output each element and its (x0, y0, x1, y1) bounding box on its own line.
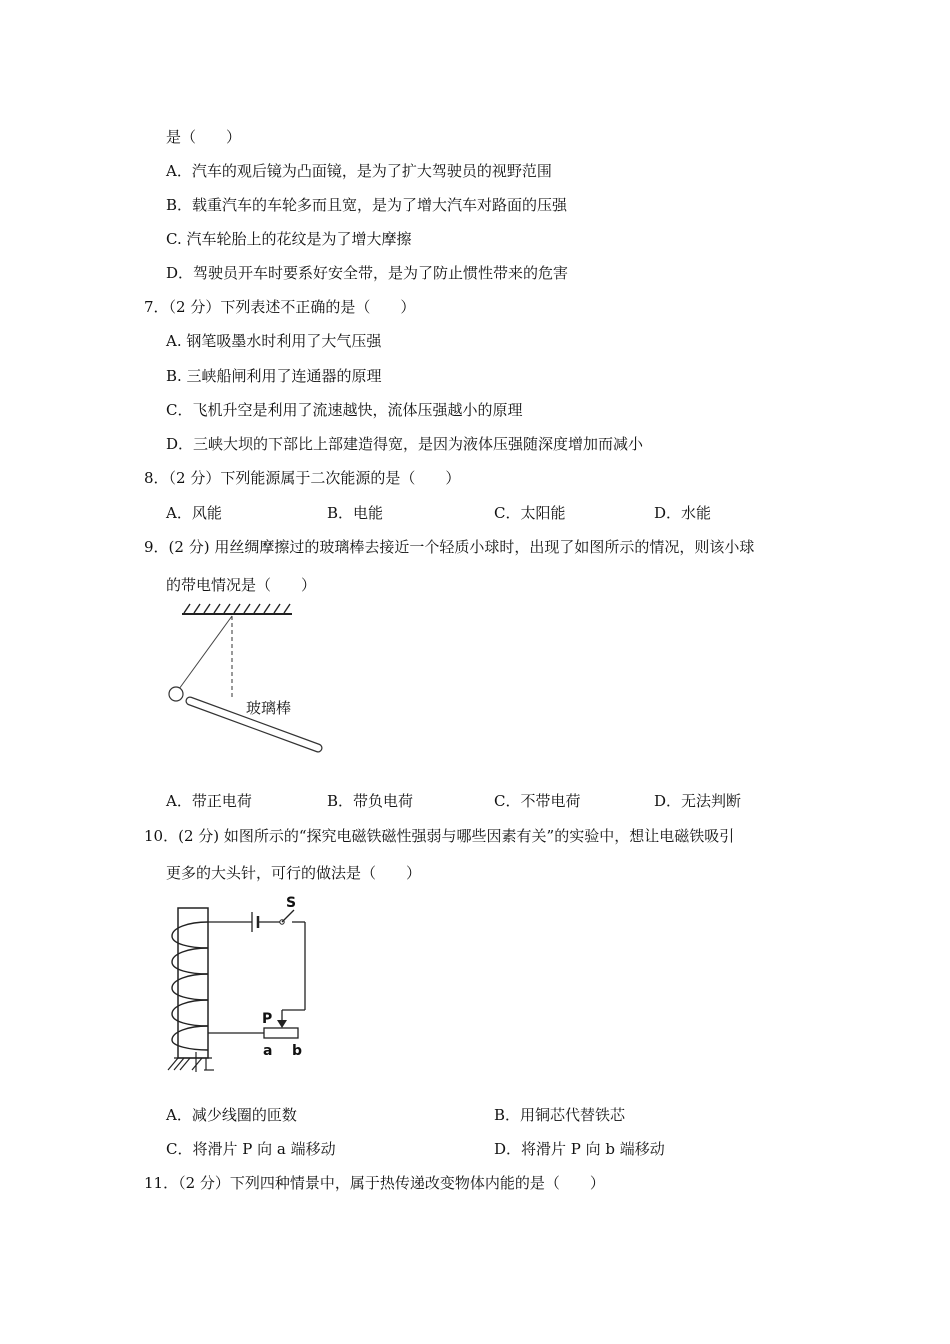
q11-stem: 11．（2 分）下列四种情景中，属于热传递改变物体内能的是（ ） (144, 1174, 605, 1192)
q8-option-a: A．风能 (166, 504, 222, 522)
q8-option-b: B．电能 (327, 504, 384, 522)
q6-option-a: A．汽车的观后镜为凸面镜，是为了扩大驾驶员的视野范围 (166, 162, 552, 180)
q9-figure (160, 600, 340, 760)
glass-rod-label: 玻璃棒 (246, 699, 292, 717)
q10-option-c: C．将滑片 P 向 a 端移动 (166, 1140, 336, 1158)
end-a-label: a (263, 1043, 273, 1059)
q6-option-c: C. 汽车轮胎上的花纹是为了增大摩擦 (166, 230, 412, 248)
switch-label: S (286, 895, 297, 911)
q10-stem-line1: 10．(2 分) 如图所示的“探究电磁铁磁性强弱与哪些因素有关”的实验中，想让电磁铁吸引 (144, 827, 735, 845)
small-ball (169, 687, 183, 701)
q6-option-b: B．载重汽车的车轮多而且宽，是为了增大汽车对路面的压强 (166, 196, 568, 214)
q6-option-d: D．驾驶员开车时要系好安全带，是为了防止惯性带来的危害 (166, 264, 569, 282)
q8-stem: 8．（2 分）下列能源属于二次能源的是（ ） (144, 469, 461, 487)
q9-option-c: C．不带电荷 (494, 792, 581, 810)
q9-stem-line2: 的带电情况是（ ） (166, 576, 317, 594)
q10-option-b: B．用铜芯代替铁芯 (494, 1106, 626, 1124)
q9-option-b: B．带负电荷 (327, 792, 414, 810)
q7-stem: 7．（2 分）下列表述不正确的是（ ） (144, 298, 416, 316)
q9-option-d: D．无法判断 (654, 792, 742, 810)
q8-option-c: C．太阳能 (494, 504, 566, 522)
q7-option-c: C．飞机升空是利用了流速越快，流体压强越小的原理 (166, 401, 523, 419)
q10-stem-line2: 更多的大头针，可行的做法是（ ） (166, 864, 422, 882)
q7-option-a: A. 钢笔吸墨水时利用了大气压强 (166, 332, 382, 350)
end-b-label: b (292, 1043, 303, 1059)
q6-stem-tail: 是（ ） (166, 128, 242, 146)
slider-arrow (277, 1020, 287, 1028)
q9-option-a: A．带正电荷 (166, 792, 252, 810)
q9-stem-line1: 9．(2 分) 用丝绸摩擦过的玻璃棒去接近一个轻质小球时，出现了如图所示的情况，则该小球 (144, 538, 755, 556)
q10-option-a: A．减少线圈的匝数 (166, 1106, 297, 1124)
q7-option-d: D．三峡大坝的下部比上部建造得宽，是因为液体压强随深度增加而减小 (166, 435, 644, 453)
q10-option-d: D．将滑片 P 向 b 端移动 (494, 1140, 665, 1158)
rheostat (264, 1028, 298, 1038)
slider-label: P (262, 1011, 273, 1027)
q8-option-d: D．水能 (654, 504, 712, 522)
q7-option-b: B. 三峡船闸利用了连通器的原理 (166, 367, 382, 385)
